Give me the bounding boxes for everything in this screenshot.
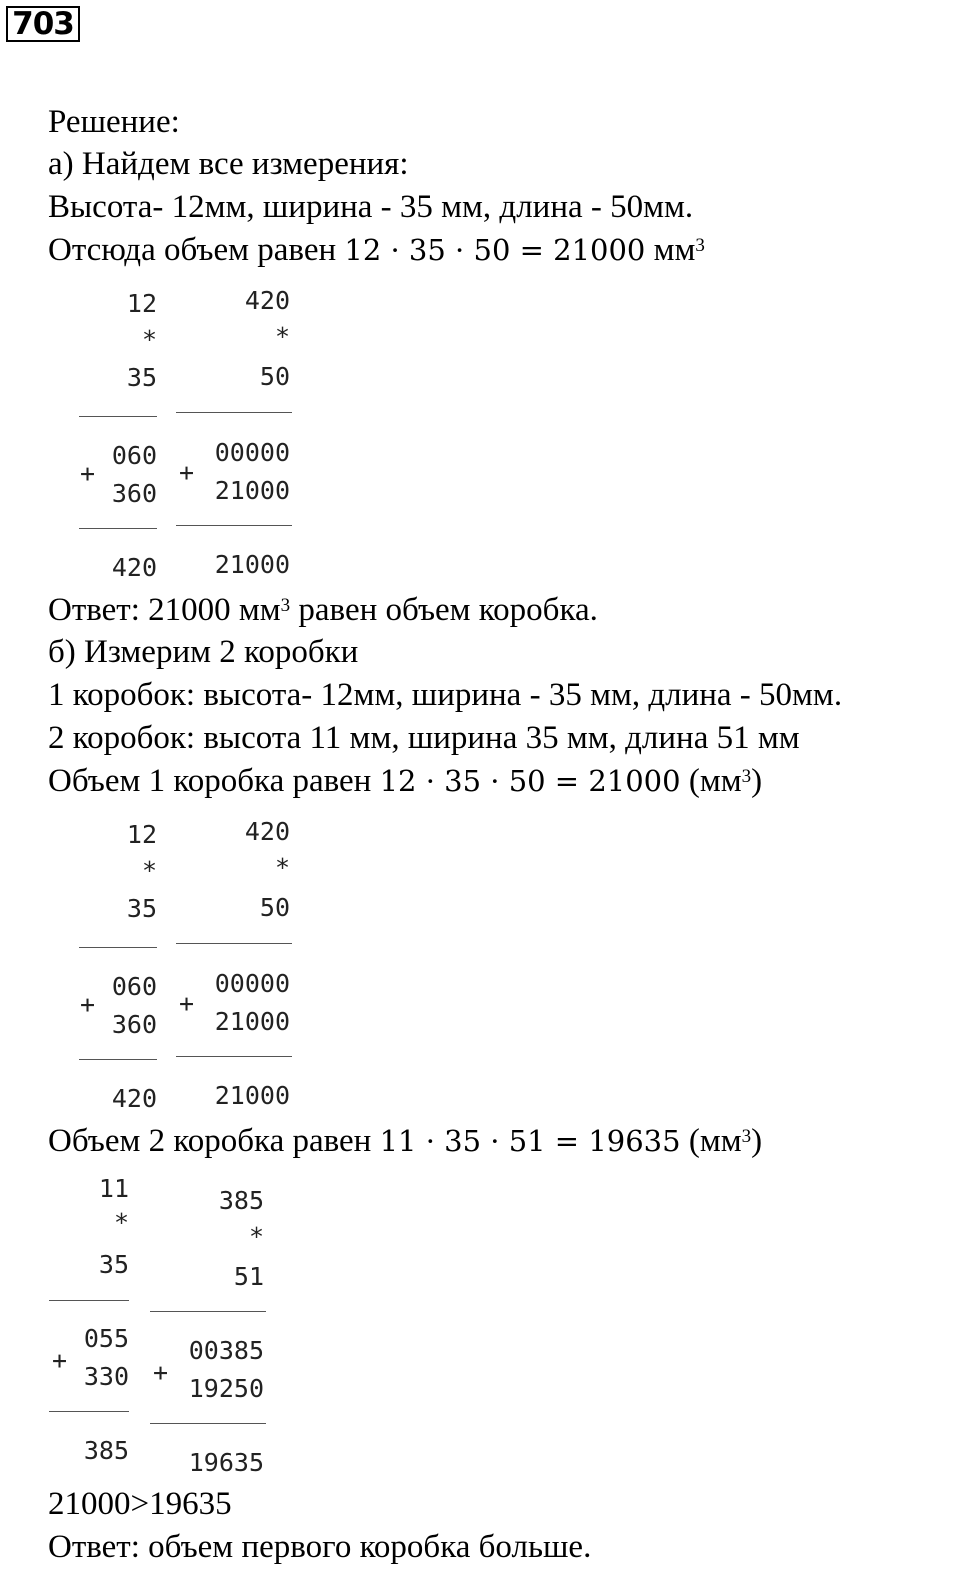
rule — [79, 947, 157, 948]
multiplier: 50 — [259, 362, 290, 391]
partial-product-2: 19250 — [188, 1374, 264, 1403]
partial-product-1: 00385 — [188, 1336, 264, 1365]
partial-product-1: 00000 — [214, 969, 290, 998]
multiplicand: 385 — [218, 1186, 264, 1215]
answer-text: Ответ: 21000 мм — [48, 592, 281, 628]
volume-expression: 11 · 35 · 51 = 19635 — [379, 1124, 681, 1158]
volume-expression: 12 · 35 · 50 = 21000 — [344, 233, 646, 267]
volume-text: Объем 1 коробка равен — [48, 763, 380, 799]
answer-rest: равен объем коробка. — [290, 592, 598, 628]
multiplier: 35 — [126, 894, 157, 923]
unit-exponent: 3 — [280, 595, 291, 616]
times-sign: * — [113, 1208, 129, 1237]
rule — [79, 1059, 157, 1060]
multiplicand: 420 — [244, 286, 290, 315]
unit-exponent: 3 — [741, 766, 752, 787]
part-a-heading: а) Найдем все измерения: — [48, 146, 409, 182]
box-2-volume-line — [48, 1121, 762, 1161]
multiplier: 35 — [98, 1250, 129, 1279]
closing-paren: ) — [751, 763, 763, 799]
rule — [176, 525, 292, 526]
partial-product-2: 330 — [83, 1362, 129, 1391]
box-1-dimensions: 1 коробок: высота- 12мм, ширина - 35 мм, длина - 50мм. — [48, 677, 843, 713]
multiplier: 50 — [259, 893, 290, 922]
rule — [176, 943, 292, 944]
dimensions-line: Высота- 12мм, ширина - 35 мм, длина - 50мм. — [48, 189, 694, 225]
final-answer: Ответ: объем первого коробка больше. — [48, 1529, 592, 1565]
plus-sign: + — [79, 990, 95, 1019]
multiplicand: 420 — [244, 817, 290, 846]
rule — [176, 1056, 292, 1057]
plus-sign: + — [51, 1346, 67, 1375]
rule — [150, 1311, 266, 1312]
volume-expression: 12 · 35 · 50 = 21000 — [379, 764, 681, 798]
partial-product-2: 360 — [111, 1010, 157, 1039]
box-1-volume-line — [48, 761, 762, 801]
closing-paren: ) — [751, 1123, 763, 1159]
multiplier: 35 — [126, 363, 157, 392]
partial-product-1: 060 — [111, 441, 157, 470]
plus-sign: + — [178, 989, 194, 1018]
multiplicand: 12 — [126, 820, 157, 849]
partial-product-2: 21000 — [214, 1007, 290, 1036]
partial-product-2: 360 — [111, 479, 157, 508]
part-b-heading: б) Измерим 2 коробки — [48, 634, 359, 670]
product: 21000 — [214, 1081, 290, 1110]
times-sign: * — [274, 322, 290, 351]
unit-exponent: 3 — [741, 1126, 752, 1147]
product: 420 — [111, 1084, 157, 1113]
volume-text: Объем 2 коробка равен — [48, 1123, 380, 1159]
partial-product-1: 00000 — [214, 438, 290, 467]
product: 385 — [83, 1436, 129, 1465]
product: 420 — [111, 553, 157, 582]
volume-unit: (мм — [680, 763, 742, 799]
unit-exponent: 3 — [695, 235, 705, 256]
problem-number: 703 — [6, 6, 80, 42]
product: 19635 — [188, 1448, 264, 1477]
volume-line-a — [48, 230, 705, 270]
multiplicand: 12 — [126, 289, 157, 318]
rule — [79, 416, 157, 417]
rule — [150, 1423, 266, 1424]
partial-product-2: 21000 — [214, 476, 290, 505]
multiplicand: 11 — [98, 1174, 129, 1203]
volume-unit: мм — [645, 232, 696, 268]
volume-text: Отсюда объем равен — [48, 232, 345, 268]
partial-product-1: 060 — [111, 972, 157, 1001]
solution-heading: Решение: — [48, 104, 180, 140]
rule — [176, 412, 292, 413]
rule — [49, 1300, 129, 1301]
plus-sign: + — [178, 458, 194, 487]
rule — [49, 1411, 129, 1412]
answer-a — [48, 590, 598, 630]
partial-product-1: 055 — [83, 1324, 129, 1353]
plus-sign: + — [79, 459, 95, 488]
volume-unit: (мм — [680, 1123, 742, 1159]
times-sign: * — [248, 1222, 264, 1251]
plus-sign: + — [152, 1358, 168, 1387]
comparison-line: 21000>19635 — [48, 1486, 232, 1522]
box-2-dimensions: 2 коробок: высота 11 мм, ширина 35 мм, длина 51 мм — [48, 720, 800, 756]
product: 21000 — [214, 550, 290, 579]
times-sign: * — [141, 325, 157, 354]
times-sign: * — [141, 856, 157, 885]
rule — [79, 528, 157, 529]
times-sign: * — [274, 853, 290, 882]
multiplier: 51 — [233, 1262, 264, 1291]
